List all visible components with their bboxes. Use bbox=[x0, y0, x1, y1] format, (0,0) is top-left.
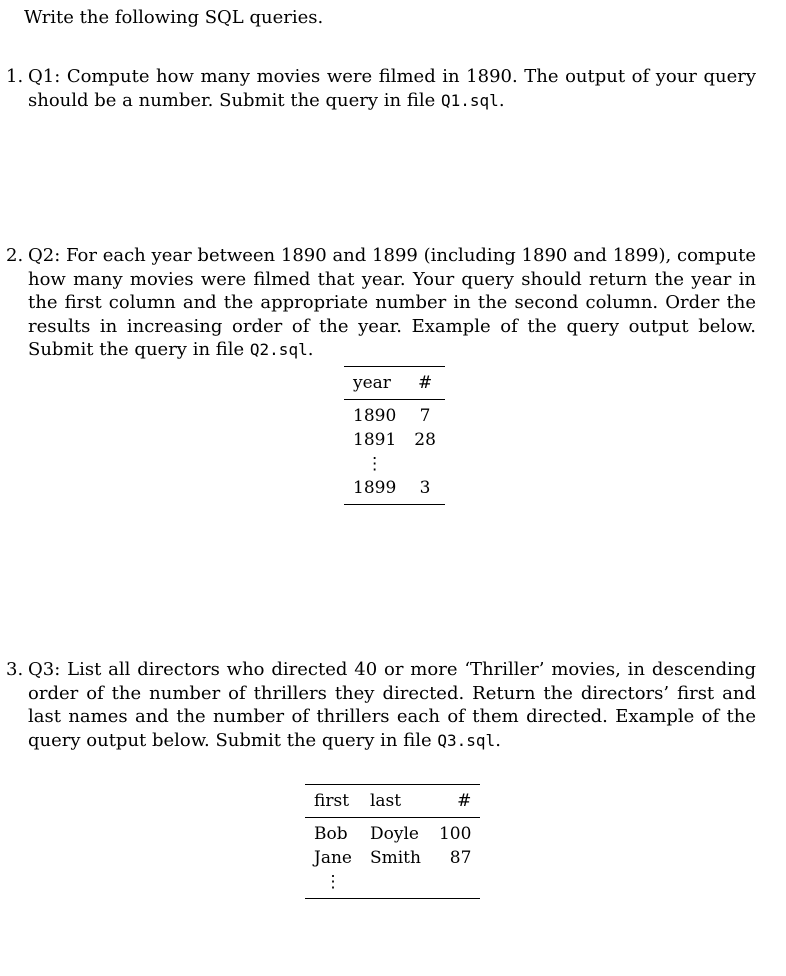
ellipsis-cell: ⋮ bbox=[366, 454, 384, 474]
ellipsis-cell: ⋮ bbox=[324, 872, 342, 892]
question-tail: . bbox=[498, 89, 505, 111]
cell-last: Smith bbox=[369, 848, 421, 868]
cell-year: 1899 bbox=[353, 478, 397, 498]
column-header-count: # bbox=[457, 791, 472, 811]
empty-cell bbox=[405, 452, 445, 476]
question-1 bbox=[6, 65, 756, 112]
question-text: Q2: For each year between 1890 and 1899 (including 1890 and 1899), compute how many movies were filmed that year. Your query should return the year in the first column and the appropriate number in the second column. Order the results in increasing order of the year. Example of the query output below. Submit the query in file bbox=[28, 245, 756, 360]
file-name: Q2.sql bbox=[249, 340, 308, 359]
table-row bbox=[344, 428, 445, 452]
question-tail: . bbox=[307, 339, 314, 360]
table-row-ellipsis bbox=[344, 452, 445, 476]
cell-first: Bob bbox=[314, 824, 348, 844]
cell-first: Jane bbox=[314, 848, 352, 868]
cell-count: 28 bbox=[414, 430, 436, 450]
question-body bbox=[28, 658, 756, 752]
column-header-year: year bbox=[353, 373, 391, 393]
column-header-count: # bbox=[417, 373, 433, 393]
file-name: Q1.sql bbox=[441, 90, 499, 110]
table-row bbox=[344, 476, 445, 505]
question-number: 2. bbox=[6, 245, 24, 266]
q3-output-table bbox=[305, 784, 480, 899]
column-header-last: last bbox=[369, 791, 402, 811]
question-text: Q3: List all directors who directed 40 or more ‘Thriller’ movies, in descending order of the number of thrillers they directed. Return the directors’ first and last names and the number of thrillers each of them directed. Example of the query output below. Submit the query in file bbox=[28, 659, 756, 751]
table-row bbox=[305, 846, 480, 870]
cell-count: 100 bbox=[438, 824, 472, 844]
question-body bbox=[28, 65, 756, 112]
cell-year: 1890 bbox=[353, 406, 397, 426]
cell-count: 7 bbox=[419, 406, 431, 426]
empty-cell bbox=[361, 870, 430, 899]
question-body bbox=[28, 244, 756, 362]
cell-count: 3 bbox=[419, 478, 431, 498]
table-header-row bbox=[305, 785, 480, 818]
table-header-row bbox=[344, 367, 445, 400]
cell-year: 1891 bbox=[353, 430, 397, 450]
intro-text: Write the following SQL queries. bbox=[24, 7, 324, 28]
question-number: 1. bbox=[6, 66, 24, 87]
table-row-ellipsis bbox=[305, 870, 480, 899]
empty-cell bbox=[430, 870, 480, 899]
column-header-first: first bbox=[314, 791, 350, 811]
question-text: Q1: Compute how many movies were filmed in 1890. The output of your query should be a number. Submit the query in file bbox=[28, 66, 756, 111]
question-3 bbox=[6, 658, 756, 752]
cell-last: Doyle bbox=[369, 824, 419, 844]
question-tail: . bbox=[495, 729, 501, 751]
cell-count: 87 bbox=[449, 848, 472, 868]
file-name: Q3.sql bbox=[437, 730, 496, 750]
q2-output-table bbox=[344, 366, 445, 505]
question-2 bbox=[6, 244, 756, 362]
table-row bbox=[305, 818, 480, 847]
question-number: 3. bbox=[6, 659, 24, 680]
table-row bbox=[344, 400, 445, 429]
